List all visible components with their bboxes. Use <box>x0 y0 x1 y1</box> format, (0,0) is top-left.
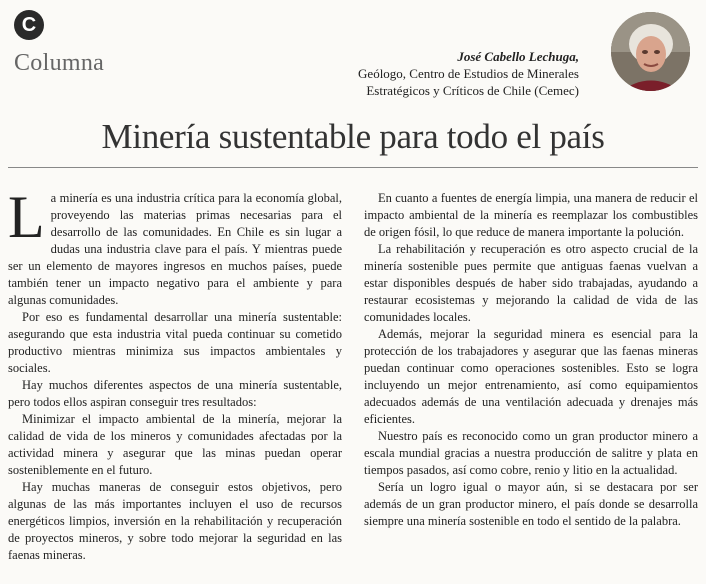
paragraph: En cuanto a fuentes de energía limpia, una manera de reducir el impacto ambiental de la minería es reemplazar los combustibles de origen fósil, lo que reduce de manera importante la polución. <box>364 191 698 239</box>
paragraph: Por eso es fundamental desarrollar una minería sustentable: asegurando que esta industria vital pueda continuar su cometido productivo mientras minimiza sus impactos ambientales y sociales. <box>8 310 342 375</box>
column-badge: C <box>14 10 44 40</box>
paragraph: Sería un logro igual o mayor aún, si se destacara por ser además de un gran productor minero, el país donde se desarrolla siempre una minería sostenible en todo el sentido de la palabra. <box>364 480 698 528</box>
author-name: José Cabello Lechuga, <box>457 49 579 64</box>
paragraph: Además, mejorar la seguridad minera es esencial para la protección de los trabajadores y asegurar que las faenas mineras puedan continuar como operaciones sostenibles. Esto se logra incluyendo un mejor entrenamiento, así como equipamientos adecuados además de una ventilación adecuada y drenajes más eficientes. <box>364 327 698 426</box>
paragraph: La rehabilitación y recuperación es otro aspecto crucial de la minería sostenible pues permite que antiguas faenas vuelvan a estar disponibles después de haber sido trabajadas, ayudando a restaurar ecosistemas y mejorando la calidad de vida de las comunidades locales. <box>364 242 698 324</box>
article-title: Minería sustentable para todo el país <box>101 117 605 156</box>
title-divider <box>8 167 698 168</box>
author-block <box>358 48 579 99</box>
paragraph: Hay muchos diferentes aspectos de una minería sustentable, pero todos ellos aspiran conseguir tres resultados: <box>8 378 342 409</box>
paragraph: Minimizar el impacto ambiental de la minería, mejorar la calidad de vida de los mineros y comunidades afectadas por la actividad minera y asegurar que las minas puedan operar sosteniblemente en el futuro. <box>8 412 342 477</box>
author-role-line1: Geólogo, Centro de Estudios de Minerales <box>358 66 579 81</box>
article-column-left <box>8 184 342 564</box>
author-portrait-image <box>611 12 690 91</box>
drop-cap: L <box>8 184 45 250</box>
paragraph-text: a minería es una industria crítica para la economía global, proveyendo las materias primas necesarias para el desarrollo de las comunidades. En Chile es sin lugar a dudas una industria clave para el país. Y mientras puede ser un elemento de mayores ingresos en muchos países, puede también tener un impacto negativo para el ambiente y para algunas comunidades. <box>8 191 342 307</box>
paragraph: Nuestro país es reconocido como un gran productor minero a escala mundial gracias a nuestra producción de salitre y plata en tiempos pasados, así como cobre, renio y litio en la actualidad. <box>364 429 698 477</box>
paragraph <box>8 184 342 309</box>
article-column-right <box>364 190 698 530</box>
paragraph: Hay muchas maneras de conseguir estos objetivos, pero algunas de las más importantes incluyen el uso de recursos energéticos limpios, inversión en la rehabilitación y recuperación de proyectos mineros, y sobre todo mejorar la seguridad en las faenas mineras. <box>8 480 342 562</box>
author-role-line2: Estratégicos y Críticos de Chile (Cemec) <box>366 83 579 98</box>
section-label: Columna <box>14 50 105 76</box>
author-photo <box>611 12 690 91</box>
